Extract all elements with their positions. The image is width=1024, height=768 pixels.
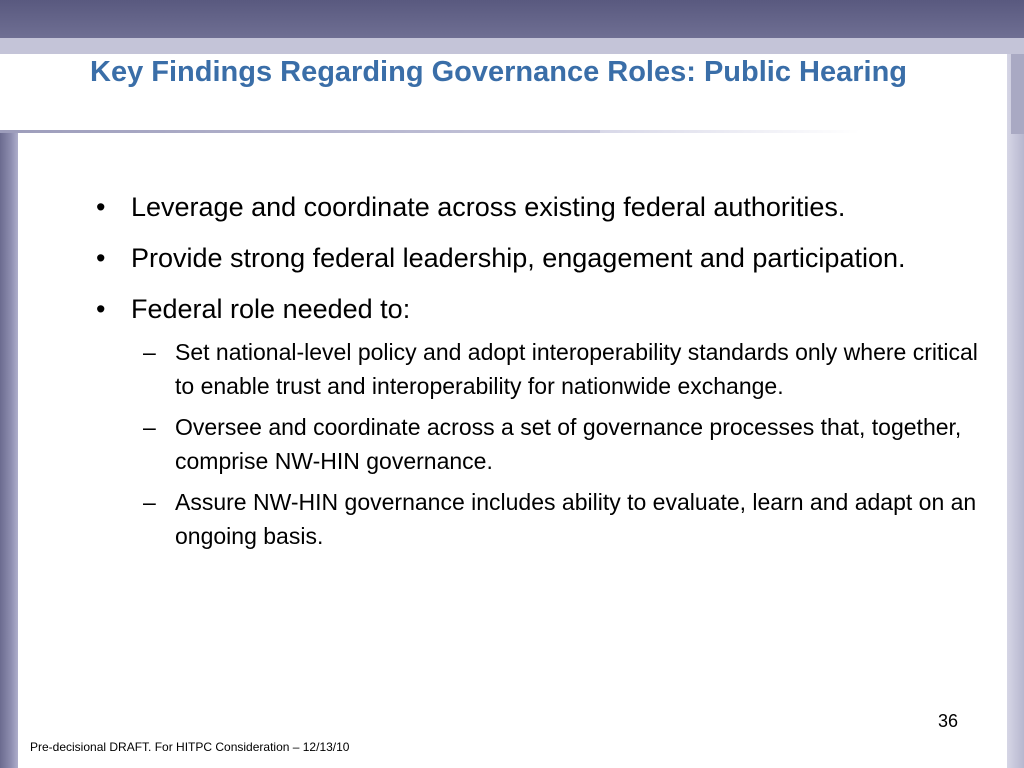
bullet-item — [88, 290, 988, 329]
dash-icon: – — [143, 489, 156, 515]
header-band — [0, 0, 1024, 38]
header-band-light — [0, 38, 1024, 54]
bullet-icon: • — [96, 243, 106, 273]
sub-bullet-item — [88, 335, 988, 403]
bullet-icon: • — [96, 294, 106, 324]
sub-bullet-item — [88, 410, 988, 478]
bullet-item — [88, 239, 988, 278]
left-decor-bar — [0, 133, 18, 768]
dash-icon: – — [143, 339, 156, 365]
page-number: 36 — [938, 711, 959, 731]
sub-bullet-text: Set national-level policy and adopt interoperability standards only where critical to enable trust and interoperability for nationwide exchange. — [175, 339, 978, 399]
title-underline-fade — [600, 130, 860, 133]
bullet-text: Federal role needed to: — [131, 294, 411, 324]
sub-bullet-list — [88, 335, 988, 553]
right-decor-accent — [1011, 54, 1024, 134]
bullet-text: Provide strong federal leadership, engagement and participation. — [131, 243, 906, 273]
sub-bullet-item — [88, 485, 988, 553]
bullet-icon: • — [96, 192, 106, 222]
dash-icon: – — [143, 414, 156, 440]
sub-bullet-text: Assure NW-HIN governance includes ability to evaluate, learn and adapt on an ongoing basis. — [175, 489, 977, 549]
title-underline — [0, 130, 600, 133]
footer-text: Pre-decisional DRAFT. For HITPC Consideration – 12/13/10 — [30, 740, 350, 754]
bullet-item — [88, 188, 988, 227]
sub-bullet-text: Oversee and coordinate across a set of governance processes that, together, comprise NW-HIN governance. — [175, 414, 962, 474]
right-decor-bar — [1007, 54, 1024, 768]
bullet-text: Leverage and coordinate across existing federal authorities. — [131, 192, 846, 222]
slide-title: Key Findings Regarding Governance Roles: Public Hearing — [90, 56, 907, 88]
slide-body — [88, 188, 988, 560]
